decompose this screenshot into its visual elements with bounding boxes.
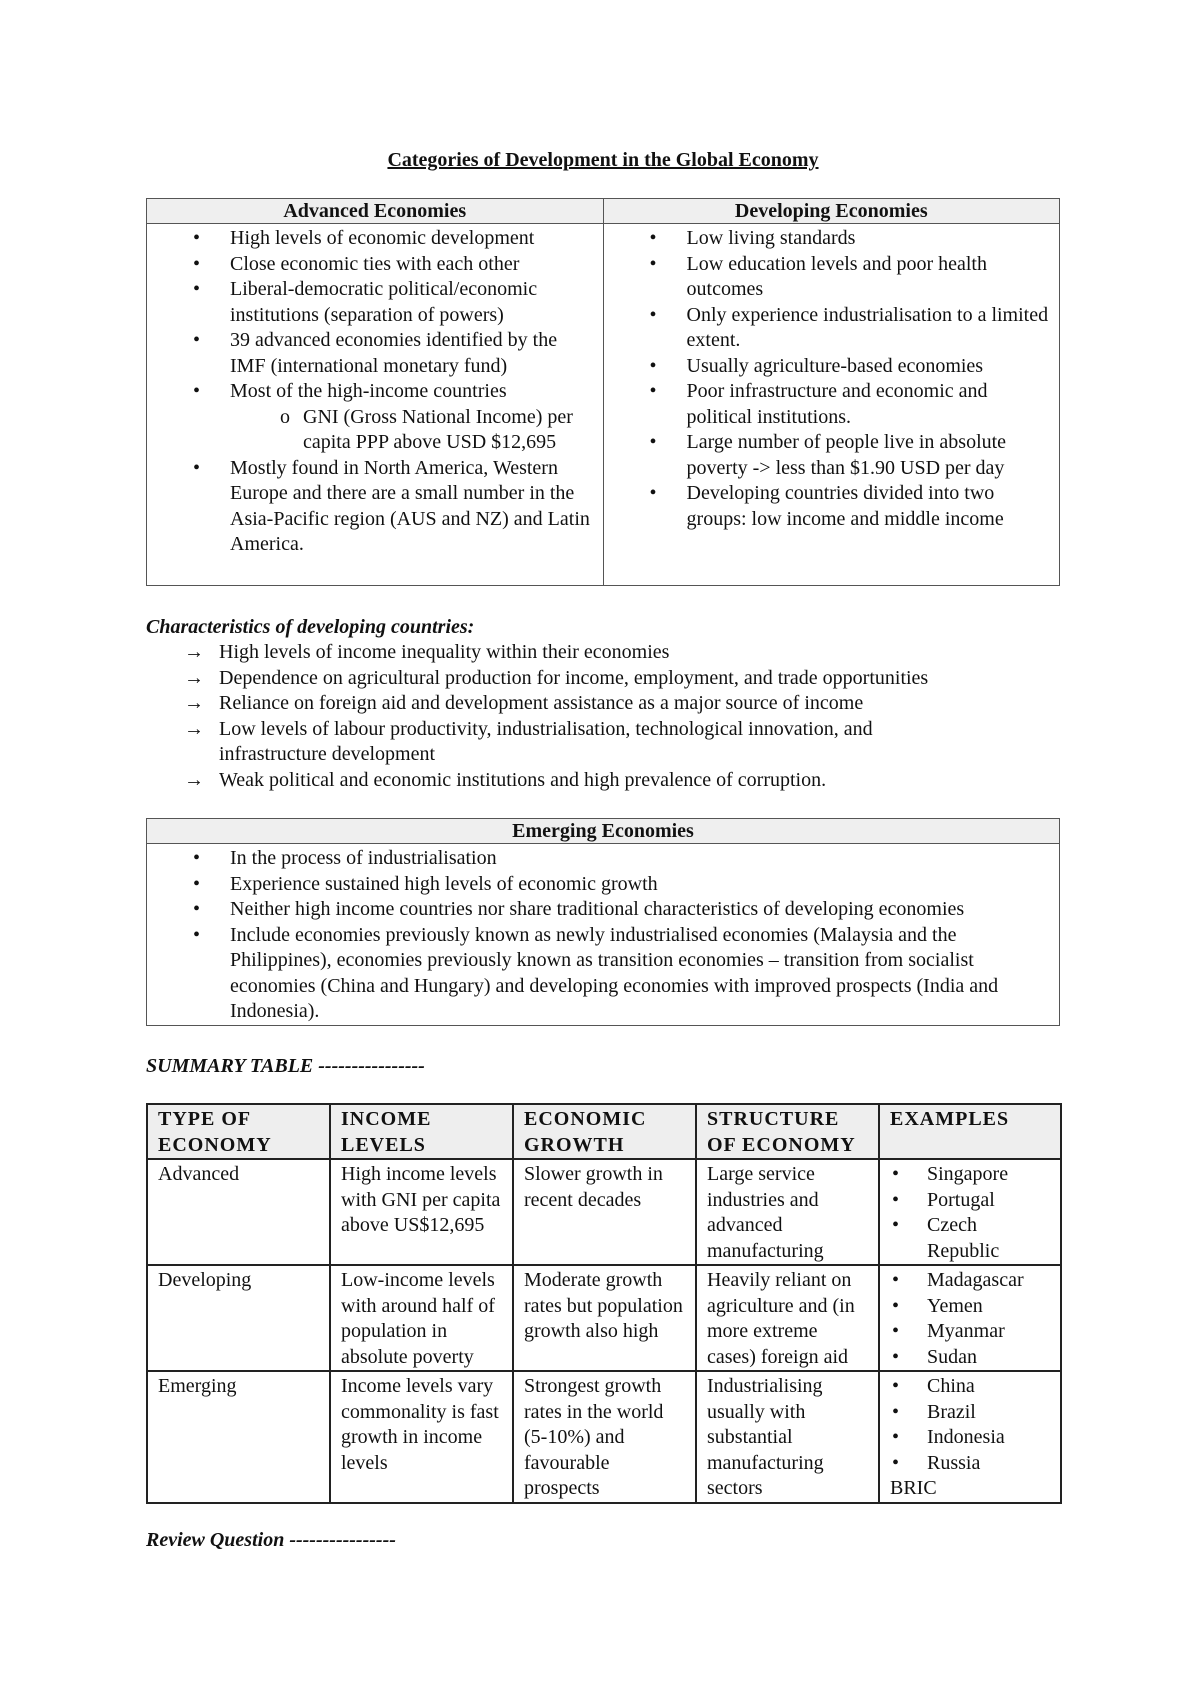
growth-cell: Slower growth in recent decades	[513, 1159, 696, 1265]
list-item: • Singapore	[890, 1162, 1050, 1188]
developing-cell	[603, 224, 1059, 586]
list-item: • China	[890, 1374, 1050, 1400]
type-cell: Emerging	[147, 1371, 330, 1503]
list-item: • Indonesia	[890, 1425, 1050, 1451]
list-item: • Low living standards	[604, 226, 1059, 252]
list-item: • Developing countries divided into two groups: low income and middle income	[604, 481, 1059, 532]
list-item: • Sudan	[890, 1345, 1050, 1371]
examples-cell	[879, 1265, 1061, 1371]
list-item: → Low levels of labour productivity, industrialisation, technological innovation, and infrastructure development	[146, 717, 1060, 768]
developing-list	[604, 226, 1059, 532]
examples-cell	[879, 1159, 1061, 1265]
list-item: • Mostly found in North America, Western Europe and there are a small number in the Asia-Pacific region (AUS and NZ) and Latin America.	[147, 456, 603, 558]
list-item: → Dependence on agricultural production for income, employment, and trade opportunities	[146, 666, 1060, 692]
emerging-cell	[147, 844, 1060, 1026]
list-item: • High levels of economic development	[147, 226, 603, 252]
list-item: • Large number of people live in absolute poverty -> less than $1.90 USD per day	[604, 430, 1059, 481]
list-item: → Reliance on foreign aid and development assistance as a major source of income	[146, 691, 1060, 717]
list-item: • 39 advanced economies identified by the IMF (international monetary fund)	[147, 328, 603, 379]
income-cell: Low-income levels with around half of population in absolute poverty	[330, 1265, 513, 1371]
list-item: • Madagascar	[890, 1268, 1050, 1294]
list-item: • Poor infrastructure and economic and political institutions.	[604, 379, 1059, 430]
list-item: • Russia	[890, 1451, 1050, 1477]
examples-list	[890, 1162, 1050, 1264]
type-cell: Advanced	[147, 1159, 330, 1265]
structure-cell: Large service industries and advanced manufacturing	[696, 1159, 879, 1265]
list-item-text: Most of the high-income countries	[230, 380, 507, 402]
list-item: • Neither high income countries nor share traditional characteristics of developing economies	[147, 897, 1059, 923]
characteristics-list	[146, 640, 1060, 793]
summary-header-examples: EXAMPLES	[879, 1104, 1061, 1159]
examples-list	[890, 1268, 1050, 1370]
structure-cell: Heavily reliant on agriculture and (in more extreme cases) foreign aid	[696, 1265, 879, 1371]
table-row	[147, 1371, 1061, 1503]
summary-header-income: INCOME LEVELS	[330, 1104, 513, 1159]
examples-cell	[879, 1371, 1061, 1503]
list-item: • Experience sustained high levels of economic growth	[147, 872, 1059, 898]
economies-comparison-table	[146, 198, 1060, 586]
summary-table	[146, 1103, 1062, 1504]
list-item: • Only experience industrialisation to a limited extent.	[604, 303, 1059, 354]
advanced-list	[147, 226, 603, 558]
list-item: • Liberal-democratic political/economic institutions (separation of powers)	[147, 277, 603, 328]
type-cell: Developing	[147, 1265, 330, 1371]
list-item: • Portugal	[890, 1188, 1050, 1214]
list-item: • In the process of industrialisation	[147, 846, 1059, 872]
structure-cell: Industrialising usually with substantial manufacturing sectors	[696, 1371, 879, 1503]
summary-heading: SUMMARY TABLE ----------------	[146, 1055, 425, 1077]
examples-note: BRIC	[890, 1477, 937, 1499]
list-item: • Myanmar	[890, 1319, 1050, 1345]
list-item: • Czech Republic	[890, 1213, 1050, 1264]
growth-cell: Moderate growth rates but population growth also high	[513, 1265, 696, 1371]
header-advanced: Advanced Economies	[147, 199, 604, 224]
list-item: • Yemen	[890, 1294, 1050, 1320]
list-item: • Usually agriculture-based economies	[604, 354, 1059, 380]
list-item: • Low education levels and poor health outcomes	[604, 252, 1059, 303]
summary-header-growth: ECONOMIC GROWTH	[513, 1104, 696, 1159]
list-item: • Brazil	[890, 1400, 1050, 1426]
income-cell: High income levels with GNI per capita above US$12,695	[330, 1159, 513, 1265]
advanced-cell	[147, 224, 604, 586]
review-heading: Review Question ----------------	[146, 1529, 396, 1551]
characteristics-heading: Characteristics of developing countries:	[146, 616, 475, 638]
list-item	[147, 379, 603, 456]
list-item: • Close economic ties with each other	[147, 252, 603, 278]
table-row	[147, 1159, 1061, 1265]
emerging-economies-table	[146, 818, 1060, 1026]
examples-list	[890, 1374, 1050, 1476]
list-item: → High levels of income inequality within their economies	[146, 640, 1060, 666]
list-item: → Weak political and economic institutions and high prevalence of corruption.	[146, 768, 1060, 794]
sub-list-item: o GNI (Gross National Income) per capita PPP above USD $12,695	[230, 405, 597, 456]
income-cell: Income levels vary commonality is fast growth in income levels	[330, 1371, 513, 1503]
header-developing: Developing Economies	[603, 199, 1059, 224]
emerging-list	[147, 846, 1059, 1025]
table-row	[147, 1265, 1061, 1371]
list-item: • Include economies previously known as newly industrialised economies (Malaysia and the Philippines), economies previously known as transition economies – transition from socialist economies (China and Hungary) and developing economies with improved prospects (India and Indonesia).	[147, 923, 1059, 1025]
page-title: Categories of Development in the Global Economy	[387, 149, 819, 171]
summary-header-type: TYPE OF ECONOMY	[147, 1104, 330, 1159]
summary-header-structure: STRUCTURE OF ECONOMY	[696, 1104, 879, 1159]
header-emerging: Emerging Economies	[147, 819, 1060, 844]
sub-list	[230, 405, 597, 456]
growth-cell: Strongest growth rates in the world (5-10%) and favourable prospects	[513, 1371, 696, 1503]
